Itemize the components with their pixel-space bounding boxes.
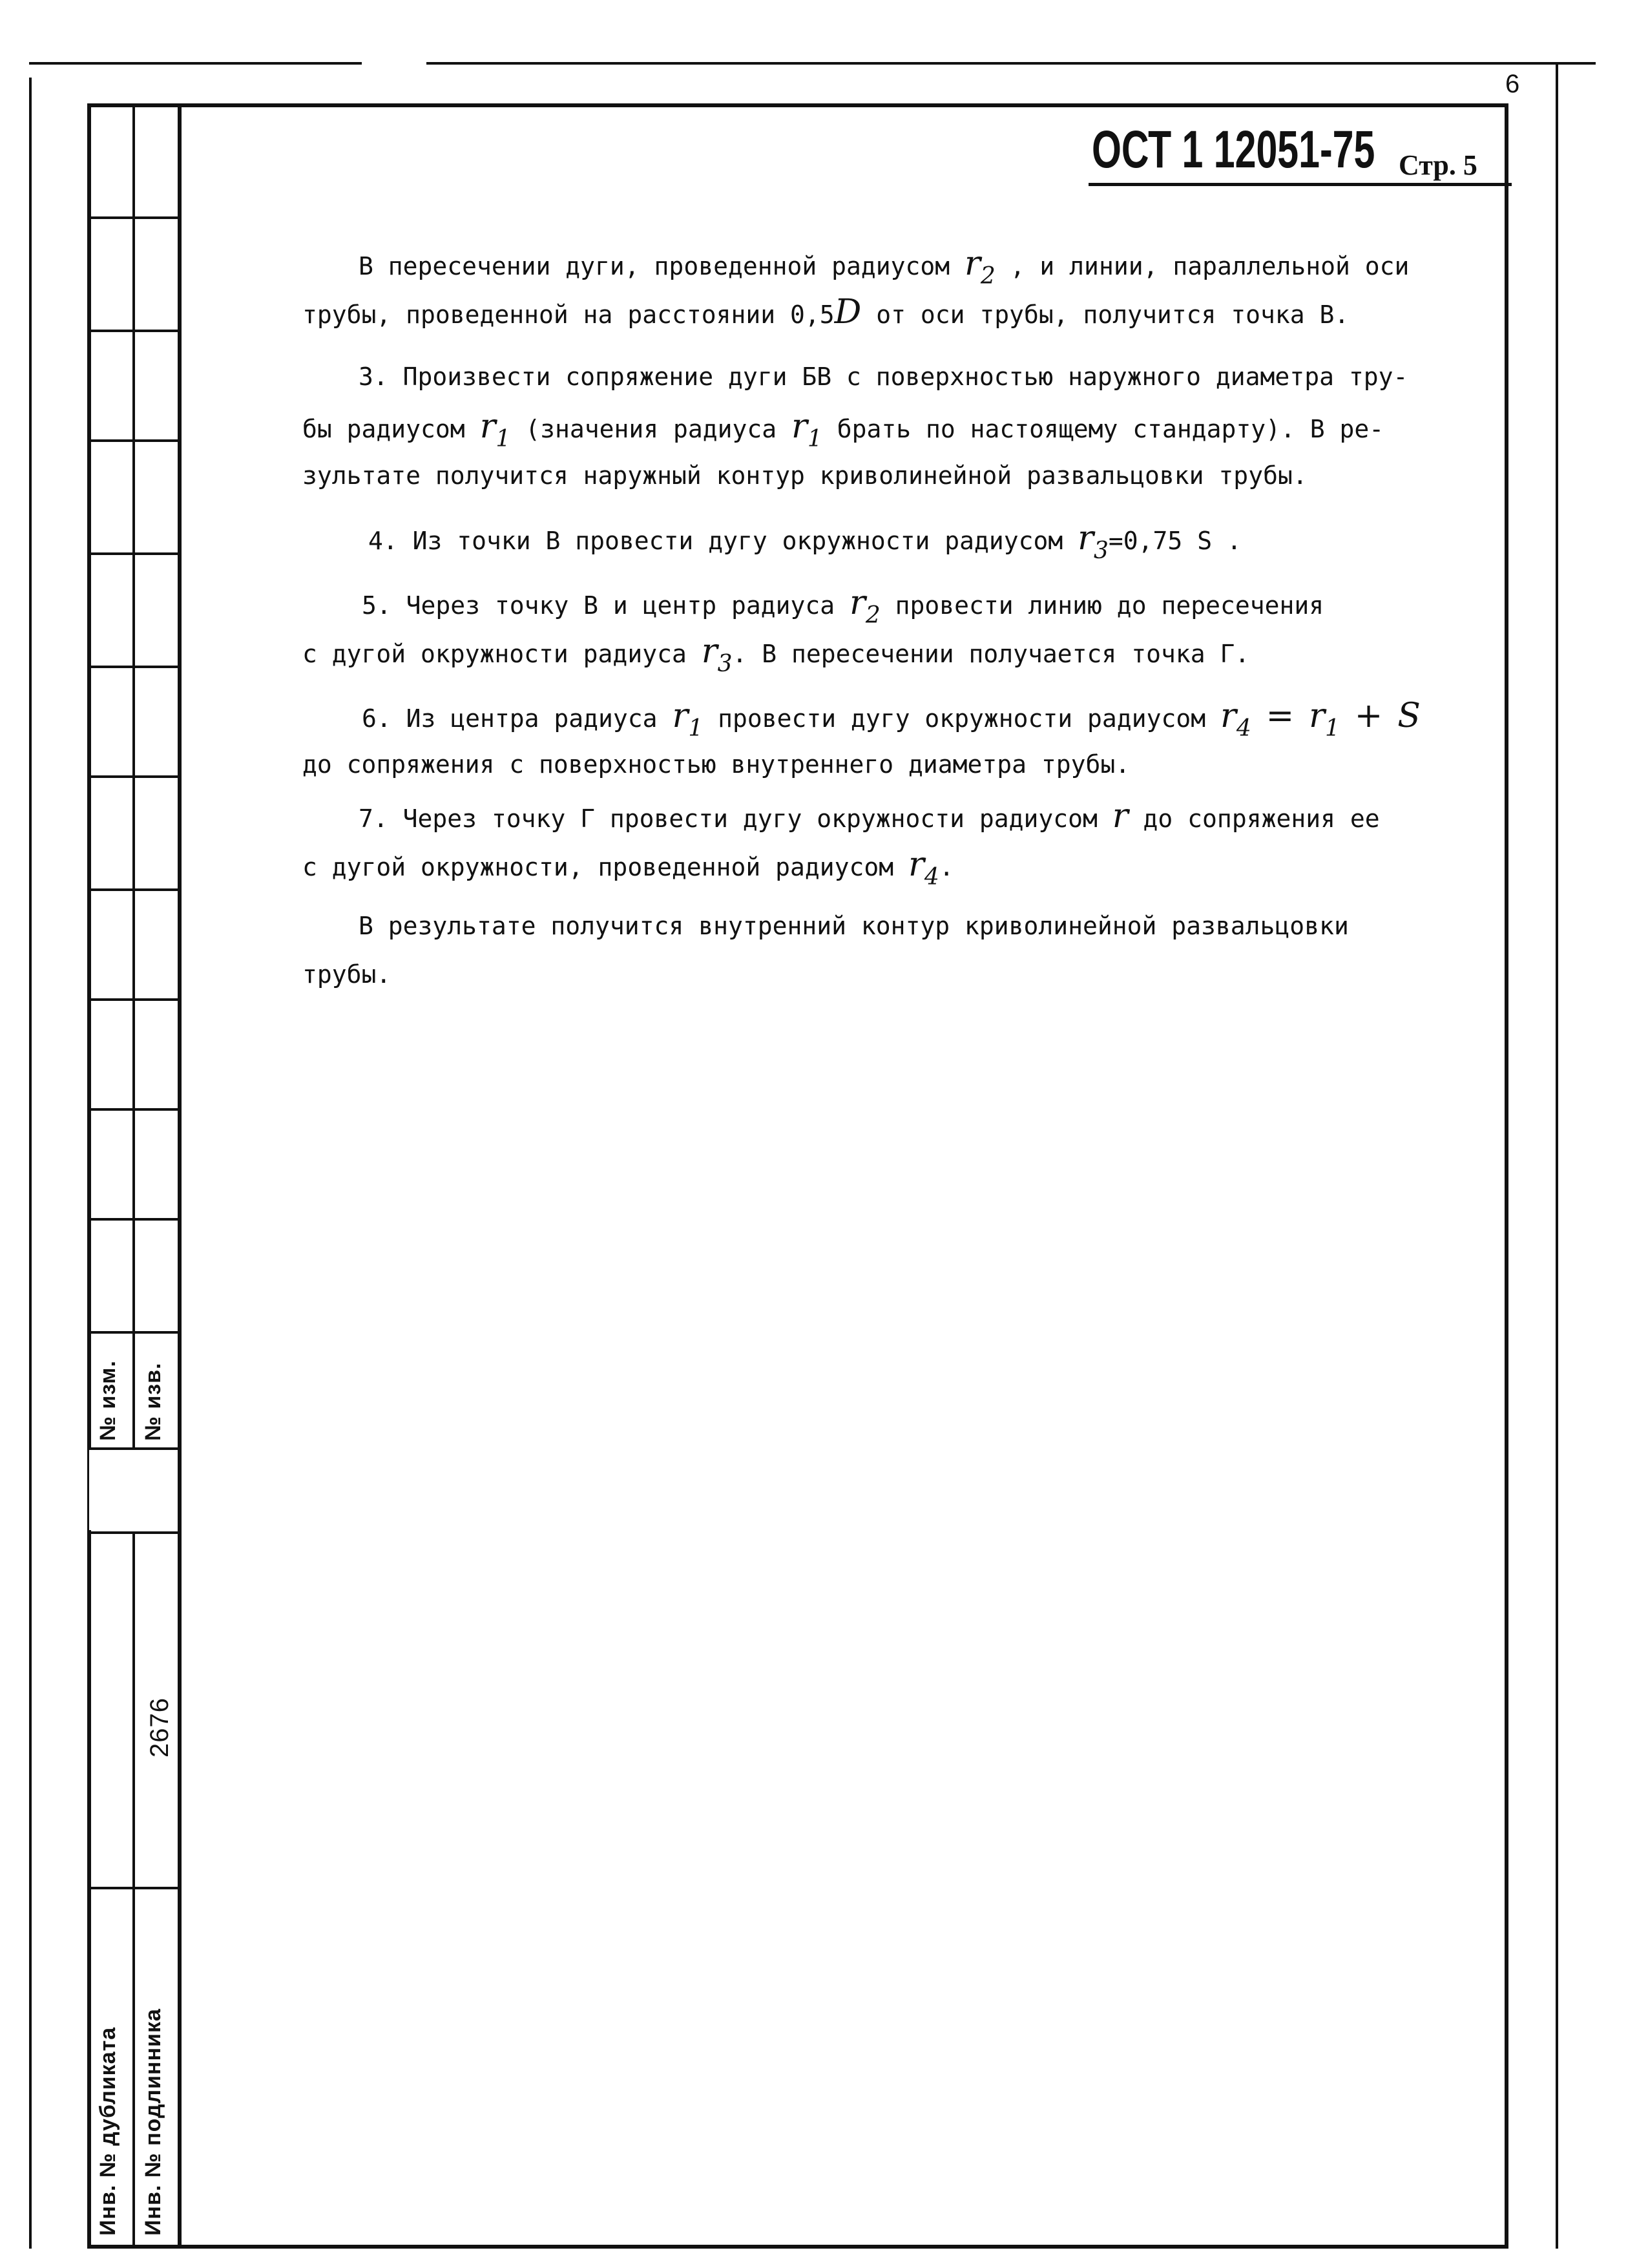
paragraph-6-line-1: 6. Из центра радиуса r1 провести дугу окружности радиусом r4 = r1 + S [362, 697, 1421, 742]
stamp-cell-sep [87, 1108, 178, 1111]
top-rule-left [29, 62, 362, 65]
header-underline [1089, 183, 1512, 186]
stamp-cell-sep [87, 666, 178, 668]
duplicate-inventory-label: Инв. № дубликата [96, 2026, 120, 2236]
sheet-number: 6 [1505, 70, 1520, 98]
notice-number-label: № изв. [141, 1362, 165, 1441]
right-margin-rule [1556, 65, 1558, 2249]
left-margin-rule [29, 78, 32, 2249]
top-rule-right [426, 62, 1596, 65]
paragraph-4: 4. Из точки В провести дугу окружности радиусом r3=0,75 S . [368, 519, 1242, 564]
paragraph-8-line-1: В результате получится внутренний контур криволинейной развальцовки [359, 912, 1349, 940]
original-inventory-label: Инв. № подлинника [141, 2008, 165, 2236]
diameter-symbol: D [834, 293, 862, 331]
stamp-cell-sep [87, 1531, 178, 1534]
paragraph-8-line-2: трубы. [302, 960, 391, 989]
stamp-cell-sep [87, 998, 178, 1001]
change-number-label: № изм. [96, 1360, 120, 1441]
paragraph-3-line-3: зультате получится наружный контур криволинейной развальцовки трубы. [302, 461, 1308, 490]
paragraph-3-line-1: 3. Произвести сопряжение дуги БВ с поверхностью наружного диаметра тру- [359, 362, 1408, 391]
stamp-cell-sep [87, 775, 178, 778]
document-code: ОСТ 1 12051-75 [1092, 120, 1375, 179]
paragraph-5-line-1: 5. Через точку В и центр радиуса r2 провести линию до пересечения [362, 583, 1324, 629]
stamp-cell-sep [87, 330, 178, 332]
paragraph-7-line-2: с дугой окружности, проведенной радиусом r4. [302, 845, 954, 890]
paragraph-1-line-1: В пересечении дуги, проведенной радиусом r2 , и линии, параллельной оси [359, 244, 1410, 289]
original-inventory-value: 2676 [145, 1697, 174, 1758]
stamp-cell-sep [87, 439, 178, 442]
stamp-cell-sep [87, 552, 178, 555]
radius-symbol: r [965, 244, 981, 283]
page-label: Стр. 5 [1399, 149, 1477, 181]
stamp-cell-sep [87, 888, 178, 891]
stamp-gap [89, 1450, 132, 1530]
stamp-cell-sep [87, 1218, 178, 1221]
paragraph-3-line-2: бы радиусом r1 (значения радиуса r1 брать по настоящему стандарту). В ре- [302, 407, 1384, 452]
paragraph-1-line-2: трубы, проведенной на расстоянии 0,5D от оси трубы, получится точка В. [302, 293, 1350, 331]
paragraph-5-line-2: с дугой окружности радиуса r3. В пересечении получается точка Г. [302, 632, 1250, 677]
paragraph-6-line-2: до сопряжения с поверхностью внутреннего диаметра трубы. [302, 750, 1131, 779]
stamp-cell-sep [87, 216, 178, 219]
stamp-col-line-2 [178, 103, 182, 2249]
stamp-cell-sep [87, 1887, 178, 1889]
paragraph-7-line-1: 7. Через точку Г провести дугу окружности радиусом r до сопряжения ее [359, 797, 1380, 835]
stamp-cell-sep [87, 1331, 178, 1334]
stamp-col-line-1b [132, 1531, 135, 2249]
